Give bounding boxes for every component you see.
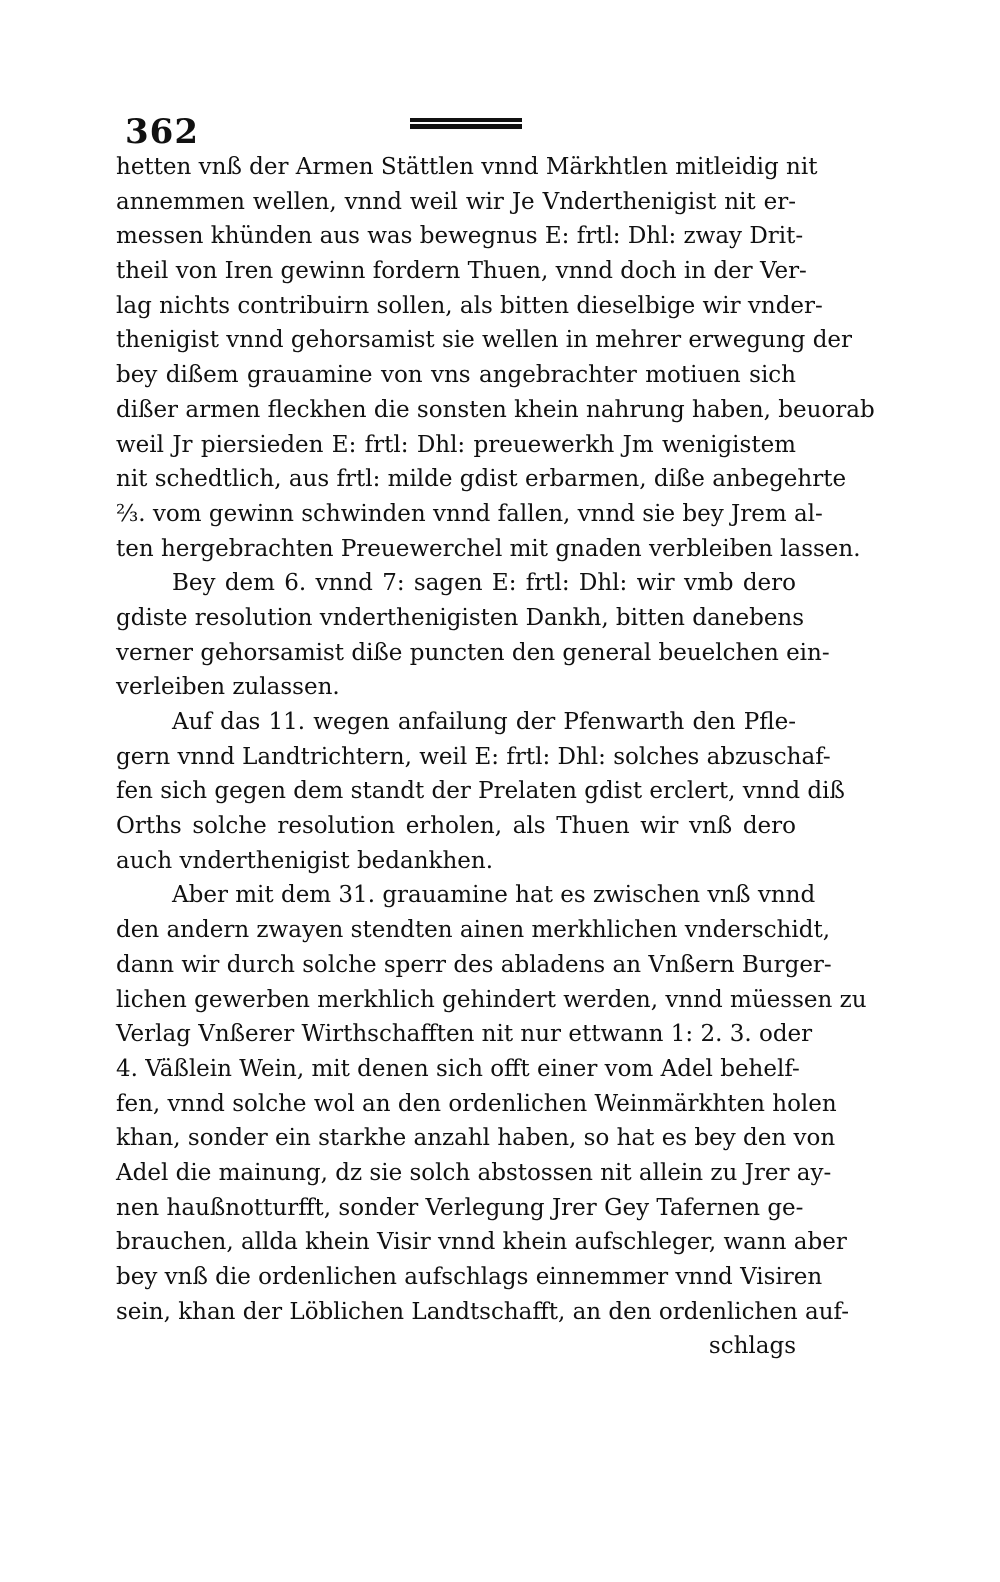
text-line: bey dißem grauamine von vns angebrachter motiuen sich [116, 362, 796, 389]
text-line: sein, khan der Löblichen Landtschafft, an den ordenlichen auf- [116, 1298, 850, 1325]
text-line: verleiben zulassen. [116, 674, 340, 701]
catchword: schlags [708, 1333, 796, 1360]
text-line: hetten vnß der Armen Stättlen vnnd Märkhtlen mitleidig nit [116, 154, 818, 180]
text-line: Verlag Vnßerer Wirthschafften nit nur ettwann 1: 2. 3. oder [116, 1021, 813, 1048]
text-line: bey vnß die ordenlichen aufschlags einnemmer vnnd Visiren [116, 1264, 823, 1290]
text-line: theil von Iren gewinn fordern Thuen, vnnd doch in der Ver- [116, 258, 807, 285]
text-line: khan, sonder ein starkhe anzahl haben, so hat es bey den von [116, 1125, 836, 1152]
text-line: thenigist vnnd gehorsamist sie wellen in mehrer erwegung der [116, 327, 853, 354]
text-line: fen sich gegen dem standt der Prelaten gdist erclert, vnnd diß [116, 778, 845, 805]
text-line: Bey dem 6. vnnd 7: sagen E: frtl: Dhl: wir vmb dero [172, 570, 796, 597]
text-line: 4. Väßlein Wein, mit denen sich offt einer vom Adel behelf- [116, 1055, 800, 1082]
text-line: Auf das 11. wegen anfailung der Pfenwarth den Pfle- [172, 709, 796, 735]
text-line: fen, vnnd solche wol an den ordenlichen Weinmärkhten holen [116, 1090, 837, 1117]
text-line: weil Jr piersieden E: frtl: Dhl: preuewerkh Jm wenigistem [116, 431, 796, 458]
text-line: gern vnnd Landtrichtern, weil E: frtl: Dhl: solches abzuschaf- [116, 743, 831, 770]
text-line: annemmen wellen, vnnd weil wir Je Vnderthenigist nit er- [116, 188, 796, 215]
text-line: lichen gewerben merkhlich gehindert werden, vnnd müessen zu [116, 986, 867, 1013]
text-line: Orths solche resolution erholen, als Thuen wir vnß dero [116, 813, 796, 840]
page-number: 362 [125, 112, 199, 152]
body-text [116, 150, 875, 1364]
text-line: dann wir durch solche sperr des abladens an Vnßern Burger- [116, 951, 832, 978]
text-line: gdiste resolution vnderthenigisten Dankh, bitten danebens [116, 604, 805, 631]
text-line: auch vnderthenigist bedankhen. [116, 847, 494, 874]
text-line: nit schedtlich, aus frtl: milde gdist erbarmen, diße anbegehrte [116, 466, 847, 493]
text-line: dißer armen fleckhen die sonsten khein nahrung haben, beuorab [116, 396, 875, 423]
text-line: lag nichts contribuirn sollen, als bitten dieselbige wir vnder- [116, 292, 823, 319]
text-line: brauchen, allda khein Visir vnnd khein aufschleger, wann aber [116, 1229, 847, 1256]
text-line: ⅔. vom gewinn schwinden vnnd fallen, vnnd sie bey Jrem al- [116, 500, 823, 527]
text-line: den andern zwayen stendten ainen merkhlichen vnderschidt, [116, 917, 831, 944]
text-line: Aber mit dem 31. grauamine hat es zwischen vnß vnnd [172, 882, 816, 909]
text-line: ten hergebrachten Preuewerchel mit gnaden verbleiben lassen. [116, 535, 861, 562]
text-line: nen haußnotturfft, sonder Verlegung Jrer Gey Tafernen ge- [116, 1194, 804, 1221]
header-ornament-rule [410, 118, 522, 132]
text-line: Adel die mainung, dz sie solch abstossen nit allein zu Jrer ay- [116, 1159, 832, 1186]
text-line: verner gehorsamist diße puncten den general beuelchen ein- [116, 639, 830, 666]
text-line: messen khünden aus was bewegnus E: frtl: Dhl: zway Drit- [116, 223, 804, 250]
